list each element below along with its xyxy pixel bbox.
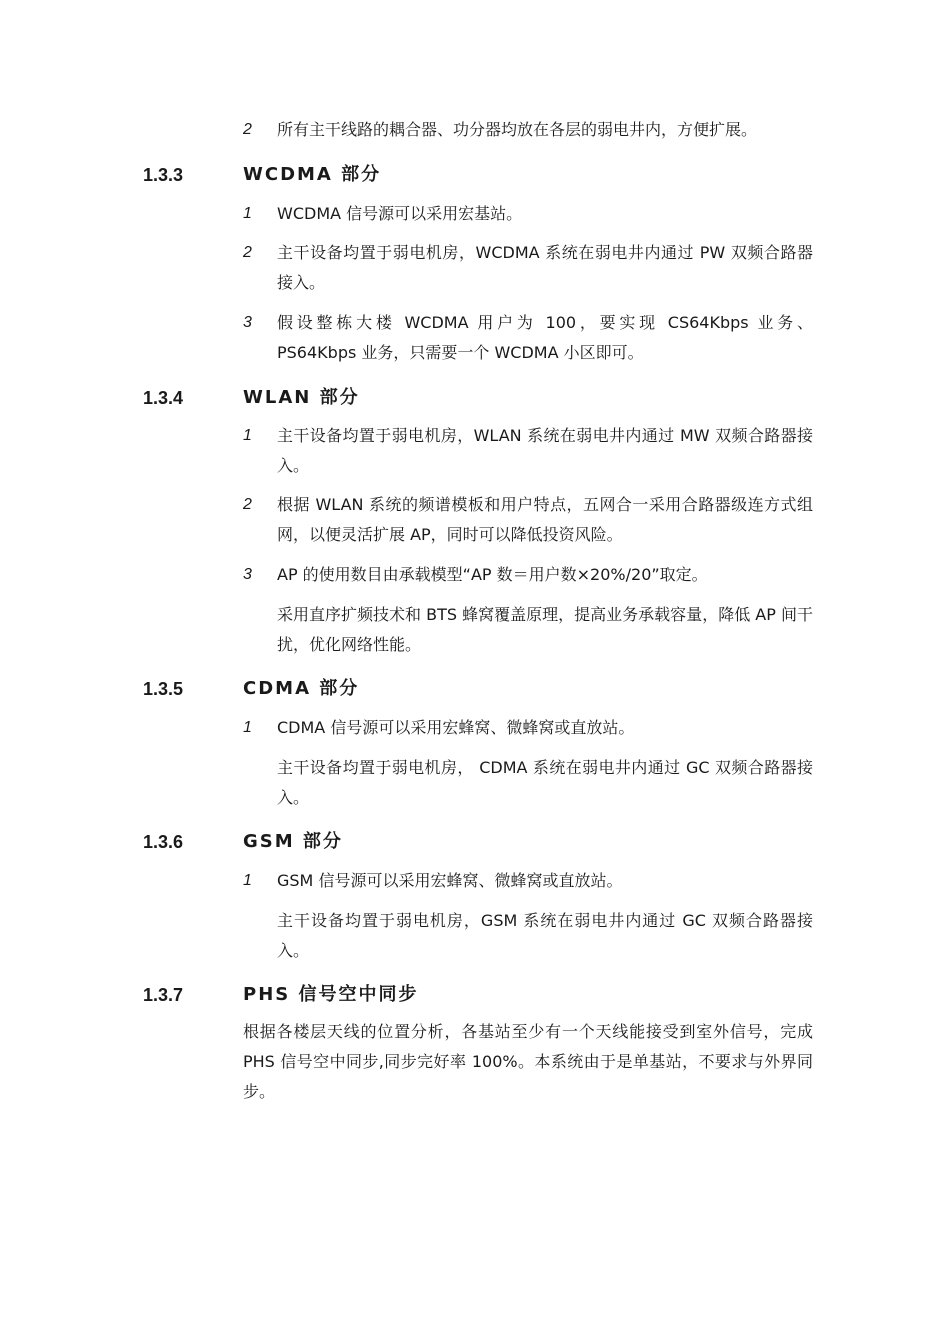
section-title: WCDMA 部分 <box>243 164 382 185</box>
list-number: 2 <box>243 121 252 138</box>
list-item <box>243 713 813 743</box>
list-item <box>243 560 813 590</box>
section-title: WLAN 部分 <box>243 387 360 408</box>
list-text: GSM 信号源可以采用宏蜂窝、微蜂窝或直放站。 <box>277 871 623 890</box>
list-item <box>243 866 813 896</box>
paragraph: 主干设备均置于弱电机房， CDMA 系统在弱电井内通过 GC 双频合路器接入。 <box>277 758 813 807</box>
list-number: 3 <box>243 566 252 583</box>
list-number: 2 <box>243 496 252 513</box>
list-text: WCDMA 信号源可以采用宏基站。 <box>277 204 523 223</box>
list-text: AP 的使用数目由承载模型“AP 数＝用户数×20%/20”取定。 <box>277 565 708 584</box>
list-item <box>243 238 813 298</box>
list-number: 1 <box>243 427 252 444</box>
paragraph: 根据各楼层天线的位置分析，各基站至少有一个天线能接受到室外信号，完成 PHS 信号空中同步,同步完好率 100%。本系统由于是单基站，不要求与外界同步。 <box>243 1022 813 1101</box>
section-number: 1.3.3 <box>143 165 184 185</box>
section-number: 1.3.6 <box>143 832 184 852</box>
list-item <box>243 421 813 481</box>
section-number: 1.3.5 <box>143 679 184 699</box>
list-text: 主干设备均置于弱电机房，WCDMA 系统在弱电井内通过 PW 双频合路器接入。 <box>277 243 813 292</box>
list-text: 所有主干线路的耦合器、功分器均放在各层的弱电井内，方便扩展。 <box>277 120 758 139</box>
list-item <box>243 490 813 550</box>
list-text: 主干设备均置于弱电机房，WLAN 系统在弱电井内通过 MW 双频合路器接入。 <box>277 426 813 475</box>
list-text: 假设整栋大楼 WCDMA 用户为 100，要实现 CS64Kbps 业务、PS64Kbps 业务，只需要一个 WCDMA 小区即可。 <box>277 313 813 362</box>
list-number: 1 <box>243 205 252 222</box>
section-number: 1.3.7 <box>143 985 184 1005</box>
list-number: 3 <box>243 314 252 331</box>
list-number: 2 <box>243 244 252 261</box>
section-number: 1.3.4 <box>143 388 184 408</box>
list-number: 1 <box>243 872 252 889</box>
paragraph: 主干设备均置于弱电机房，GSM 系统在弱电井内通过 GC 双频合路器接入。 <box>277 911 813 960</box>
list-item <box>243 308 813 368</box>
list-number: 1 <box>243 719 252 736</box>
section-title: PHS 信号空中同步 <box>243 984 419 1005</box>
section-title: CDMA 部分 <box>243 678 360 699</box>
paragraph: 采用直序扩频技术和 BTS 蜂窝覆盖原理，提高业务承载容量，降低 AP 间干扰，优化网络性能。 <box>277 605 813 654</box>
list-text: CDMA 信号源可以采用宏蜂窝、微蜂窝或直放站。 <box>277 718 635 737</box>
list-text: 根据 WLAN 系统的频谱模板和用户特点，五网合一采用合路器级连方式组网，以便灵活扩展 AP，同时可以降低投资风险。 <box>277 495 813 544</box>
list-item <box>243 115 813 145</box>
list-item <box>243 199 813 229</box>
section-title: GSM 部分 <box>243 831 343 852</box>
